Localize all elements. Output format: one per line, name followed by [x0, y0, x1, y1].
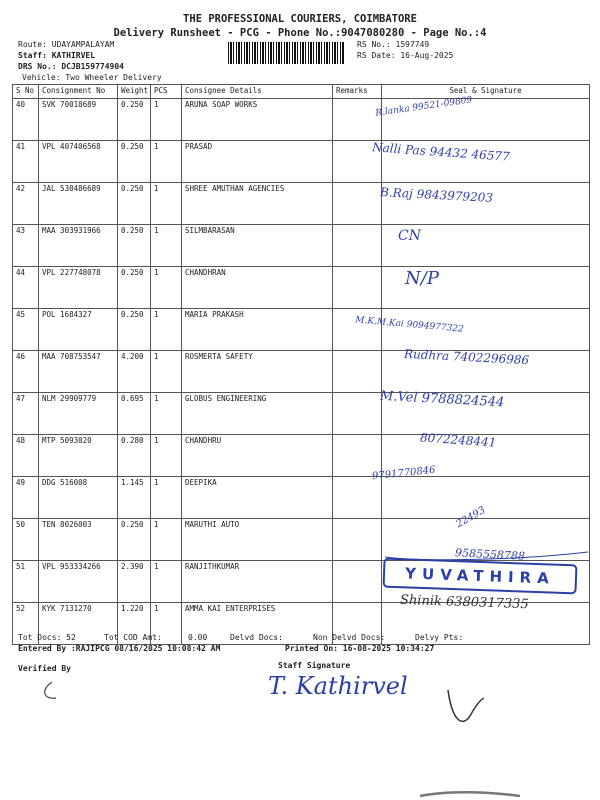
row-pcs: 1 [151, 99, 182, 141]
row-weight: 0.250 [118, 225, 151, 267]
row-consignment-no: KYK 7131270 [39, 603, 118, 645]
row-consignment-no: JAL 530486689 [39, 183, 118, 225]
signature-row-52: Shinik 6380317335 [399, 592, 529, 613]
col-weight: Weight [118, 85, 151, 99]
row-consignee: MARUTHI AUTO [182, 519, 333, 561]
row-sno: 47 [13, 393, 39, 435]
signature-row-42: B.Raj 9843979203 [379, 185, 494, 205]
row-consignment-no: TEN 8026003 [39, 519, 118, 561]
runsheet-subtitle: Delivery Runsheet - PCG - Phone No.:9047080280 - Page No.:4 [113, 27, 487, 39]
col-consignee: Consignee Details [182, 85, 333, 99]
row-pcs: 1 [151, 183, 182, 225]
delivery-points: Delvy Pts: [415, 633, 464, 642]
row-pcs: 1 [151, 435, 182, 477]
row-weight: 0.695 [118, 393, 151, 435]
row-consignee: DEEPIKA [182, 477, 333, 519]
col-pcs: PCS [151, 85, 182, 99]
row-consignee: SILMBARASAN [182, 225, 333, 267]
row-pcs: 1 [151, 309, 182, 351]
row-sno: 43 [13, 225, 39, 267]
signature-row-45: M.K.M.Kai 9094977322 [354, 315, 465, 335]
row-pcs: 1 [151, 393, 182, 435]
row-consignment-no: MAA 708753547 [39, 351, 118, 393]
row-sno: 45 [13, 309, 39, 351]
col-remarks: Remarks [333, 85, 382, 99]
total-docs: Tot Docs: 52 [18, 633, 76, 642]
signature-row-46: Rudhra 7402296986 [403, 346, 530, 368]
col-consignment: Consignment No [39, 85, 118, 99]
col-signature: Seal & Signature [382, 85, 590, 99]
drs-number: DRS No.: DCJB159774904 [18, 62, 124, 71]
row-pcs: 1 [151, 603, 182, 645]
row-sno: 49 [13, 477, 39, 519]
row-weight: 0.250 [118, 141, 151, 183]
row-consignment-no: MTP 5093020 [39, 435, 118, 477]
rs-number: RS No.: 1597749 [357, 40, 430, 49]
row-consignment-no: VPL 407406568 [39, 141, 118, 183]
row-sno: 50 [13, 519, 39, 561]
non-delivered-docs: Non Delvd Docs: [313, 633, 386, 642]
row-consignment-no: NLM 29909779 [39, 393, 118, 435]
row-consignee: MARIA PRAKASH [182, 309, 333, 351]
total-cod-amount: 0.00 [188, 633, 208, 642]
row-consignee: CHANDHRU [182, 435, 333, 477]
row-consignee: RANJITHKUMAR [182, 561, 333, 603]
signature-row-48: 8072248441 [419, 430, 497, 450]
total-cod-label: Tot COD Amt: [104, 633, 162, 642]
verified-by: Verified By [18, 664, 71, 673]
row-weight: 1.220 [118, 603, 151, 645]
row-consignee: PRASAD [182, 141, 333, 183]
row-weight: 0.280 [118, 435, 151, 477]
row-pcs: 1 [151, 267, 182, 309]
row-consignee: SHREE AMUTHAN AGENCIES [182, 183, 333, 225]
row-pcs: 1 [151, 141, 182, 183]
row-weight: 0.250 [118, 267, 151, 309]
staff-signature-label: Staff Signature [278, 661, 351, 670]
row-pcs: 1 [151, 225, 182, 267]
row-pcs: 1 [151, 351, 182, 393]
staff: Staff: KATHIRVEL [18, 51, 96, 60]
delivered-docs: Delvd Docs: [230, 633, 283, 642]
row-weight: 1.145 [118, 477, 151, 519]
row-weight: 0.250 [118, 183, 151, 225]
row-weight: 0.250 [118, 309, 151, 351]
row-sno: 41 [13, 141, 39, 183]
route: Route: UDAYAMPALAYAM [18, 40, 115, 49]
row-consignee: AMMA KAI ENTERPRISES [182, 603, 333, 645]
row-weight: 0.250 [118, 99, 151, 141]
signature-row-41: Nalli Pas 94432 46577 [371, 140, 511, 164]
row-sno: 48 [13, 435, 39, 477]
signature-row-43: CN [398, 228, 421, 244]
signature-row-44: N/P [405, 268, 439, 289]
row-pcs: 1 [151, 561, 182, 603]
row-weight: 4.200 [118, 351, 151, 393]
row-sno: 42 [13, 183, 39, 225]
company-stamp: YUVATHIRA [383, 558, 578, 595]
entered-by: Entered By :RAJIPCG 08/16/2025 10:08:42 AM [18, 644, 221, 653]
signature-row-51: 9585558788 [454, 546, 526, 563]
row-sno: 44 [13, 267, 39, 309]
row-consignment-no: VPL 953334266 [39, 561, 118, 603]
company-title: THE PROFESSIONAL COURIERS, COIMBATORE [183, 13, 417, 25]
row-consignment-no: SVK 70018689 [39, 99, 118, 141]
row-weight: 0.250 [118, 519, 151, 561]
row-pcs: 1 [151, 519, 182, 561]
signature-row-40: R.lanka 99521-09809 [374, 95, 473, 119]
row-consignment-no: MAA 303931966 [39, 225, 118, 267]
row-sno: 52 [13, 603, 39, 645]
vehicle: Vehicle: Two Wheeler Delivery [22, 73, 162, 82]
col-sno: S No [13, 85, 39, 99]
row-weight: 2.390 [118, 561, 151, 603]
row-consignee: GLOBUS ENGINEERING [182, 393, 333, 435]
row-sno: 46 [13, 351, 39, 393]
row-consignee: ARUNA SOAP WORKS [182, 99, 333, 141]
row-consignee: CHANDHRAN [182, 267, 333, 309]
row-pcs: 1 [151, 477, 182, 519]
row-consignment-no: POL 1684327 [39, 309, 118, 351]
signature-row-47: M.Vel 9788824544 [379, 388, 505, 411]
signature-row-50: 22493 [454, 504, 488, 531]
row-consignment-no: VPL 227748078 [39, 267, 118, 309]
row-sno: 51 [13, 561, 39, 603]
staff-signature: T. Kathirvel [268, 672, 408, 700]
row-consignment-no: DDG 516008 [39, 477, 118, 519]
rs-date: RS Date: 16-Aug-2025 [357, 51, 454, 60]
printed-on: Printed On: 16-08-2025 10:34:27 [285, 644, 435, 653]
row-consignee: ROSMERTA SAFETY [182, 351, 333, 393]
signature-row-49: 9791770846 [371, 464, 437, 483]
row-sno: 40 [13, 99, 39, 141]
